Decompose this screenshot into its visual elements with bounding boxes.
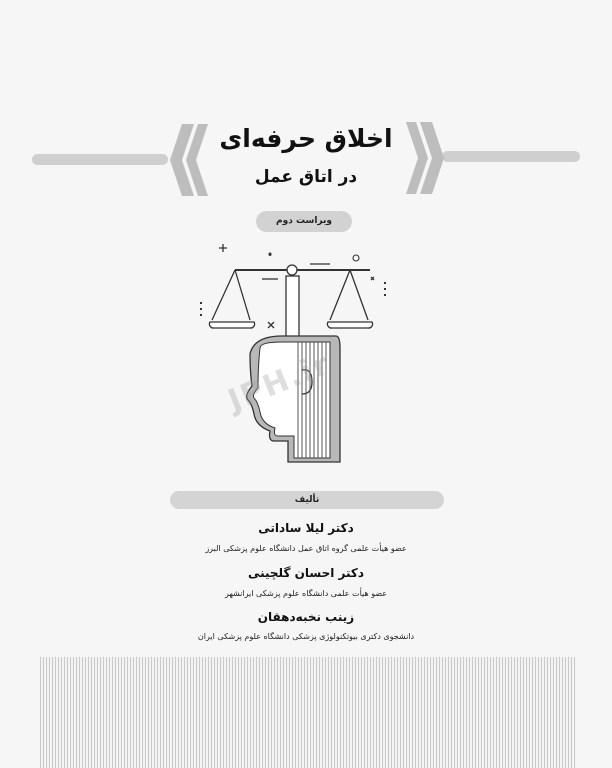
author-affiliation: عضو هیأت علمی گروه اتاق عمل دانشگاه علوم پزشکی البرز	[205, 544, 407, 553]
title-band-left	[32, 154, 168, 165]
author-name: دکتر احسان گلچینی	[247, 566, 365, 580]
book-subtitle: در اتاق عمل	[254, 167, 358, 187]
edition-badge: ویراست دوم	[256, 211, 352, 232]
title-band-right	[442, 151, 580, 162]
author-label-badge: تألیف	[170, 491, 444, 509]
watermark-text: JPH.ir	[223, 346, 336, 419]
author-affiliation: عضو هیأت علمی دانشگاه علوم پزشکی ایرانشهر	[224, 589, 388, 598]
double-chevron-left-icon	[168, 124, 210, 196]
double-chevron-right-icon	[404, 122, 446, 194]
author-name: زینب نخبه‌دهقان	[257, 610, 355, 624]
author-affiliation: دانشجوی دکتری بیوتکنولوژی پزشکی دانشگاه علوم پزشکی ایران	[197, 632, 415, 641]
book-title: اخلاق حرفه‌ای	[219, 124, 393, 153]
bottom-stripe-pattern	[40, 657, 576, 768]
author-name: دکتر لیلا ساداتی	[258, 521, 354, 535]
